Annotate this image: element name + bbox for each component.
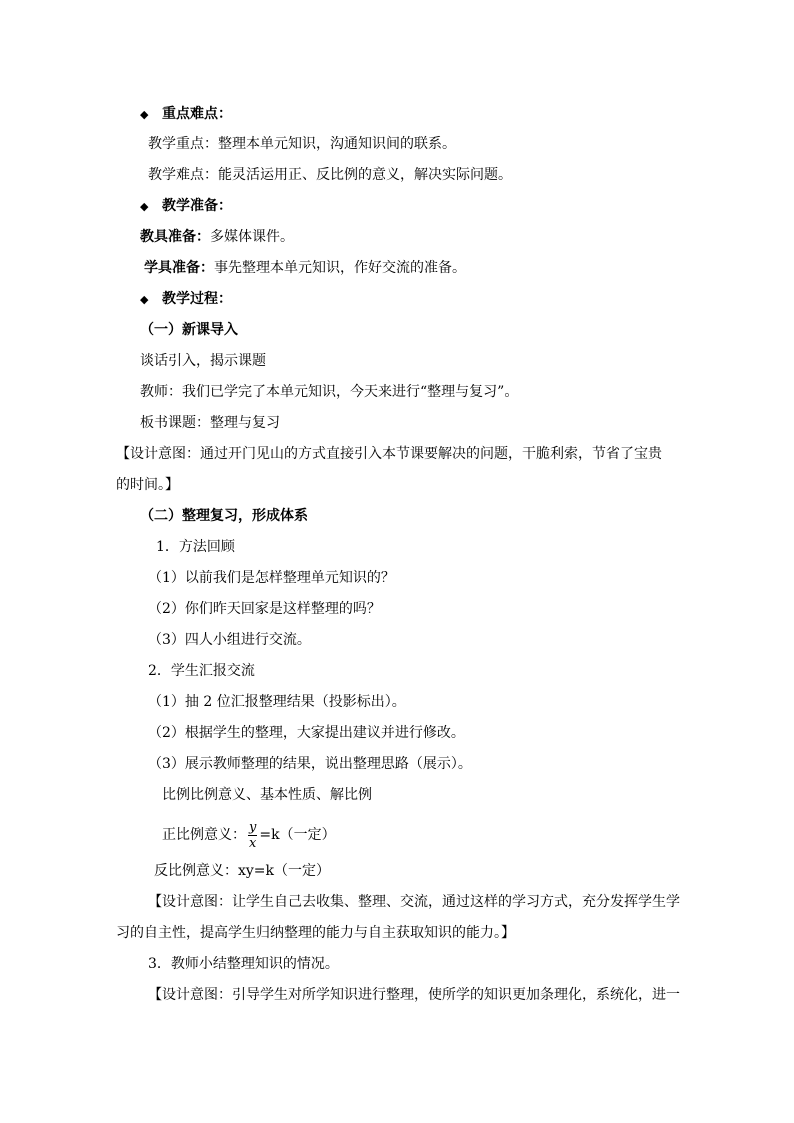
part1-heading: （一）新课导入 bbox=[140, 322, 238, 338]
key-points-heading: ◆ 重点难点： bbox=[140, 106, 232, 122]
design-intent-2-line-1: 【设计意图：让学生自己去收集、整理、交流，通过这样的学习方式，充分发挥学生学 bbox=[148, 894, 680, 910]
part1-teacher-speech: 教师：我们已学完了本单元知识，今天来进行“整理与复习”。 bbox=[140, 384, 519, 400]
design-intent-2-line-2: 习的自主性，提高学生归纳整理的能力与自主获取知识的能力。】 bbox=[116, 925, 515, 941]
direct-proportion: 正比例意义： $\frac{y}{x}$ =k（一定） bbox=[162, 819, 336, 851]
diamond-bullet-icon: ◆ bbox=[140, 108, 149, 121]
preparation-heading: ◆ 教学准备： bbox=[140, 198, 232, 214]
teaching-difficulty: 教学难点：能灵活运用正、反比例的意义，解决实际问题。 bbox=[148, 167, 512, 183]
part2-heading: （二）整理复习，形成体系 bbox=[140, 508, 308, 524]
step1-heading: 1．方法回顾 bbox=[156, 539, 235, 555]
inverse-proportion: 反比例意义：xy=k（一定） bbox=[154, 863, 331, 879]
step2-item-2: （2）根据学生的整理，大家提出建议并进行修改。 bbox=[148, 725, 465, 741]
teaching-focus: 教学重点：整理本单元知识，沟通知识间的联系。 bbox=[148, 136, 456, 152]
step2-item-1: （1）抽 2 位汇报整理结果（投影标出）。 bbox=[148, 694, 406, 710]
ratio-topics: 比例比例意义、基本性质、解比例 bbox=[162, 787, 372, 803]
diamond-bullet-icon: ◆ bbox=[140, 293, 149, 306]
student-preparation: 学具准备：事先整理本单元知识，作好交流的准备。 bbox=[144, 260, 466, 276]
design-intent-3-line-1: 【设计意图：引导学生对所学知识进行整理，使所学的知识更加条理化，系统化，进一 bbox=[148, 987, 680, 1003]
part1-board-title: 板书课题：整理与复习 bbox=[140, 415, 280, 431]
step1-question-2: （2）你们昨天回家是这样整理的吗？ bbox=[148, 601, 381, 617]
design-intent-1-line-2: 的时间。】 bbox=[116, 477, 179, 493]
diamond-bullet-icon: ◆ bbox=[140, 200, 149, 213]
step2-heading: 2．学生汇报交流 bbox=[148, 663, 255, 679]
design-intent-1-line-1: 【设计意图：通过开门见山的方式直接引入本节课要解决的问题，干脆利索，节省了宝贵 bbox=[116, 446, 662, 462]
part1-intro: 谈话引入，揭示课题 bbox=[140, 353, 266, 369]
fraction-y-over-x: $\frac{y}{x}$ bbox=[249, 819, 257, 851]
step1-question-1: （1）以前我们是怎样整理单元知识的？ bbox=[148, 570, 395, 586]
teacher-preparation: 教具准备：多媒体课件。 bbox=[140, 229, 294, 245]
step3-heading: 3．教师小结整理知识的情况。 bbox=[148, 956, 339, 972]
step2-item-3: （3）展示教师整理的结果，说出整理思路（展示）。 bbox=[148, 756, 472, 772]
step1-question-3: （3）四人小组进行交流。 bbox=[148, 632, 311, 648]
process-heading: ◆ 教学过程： bbox=[140, 291, 232, 307]
